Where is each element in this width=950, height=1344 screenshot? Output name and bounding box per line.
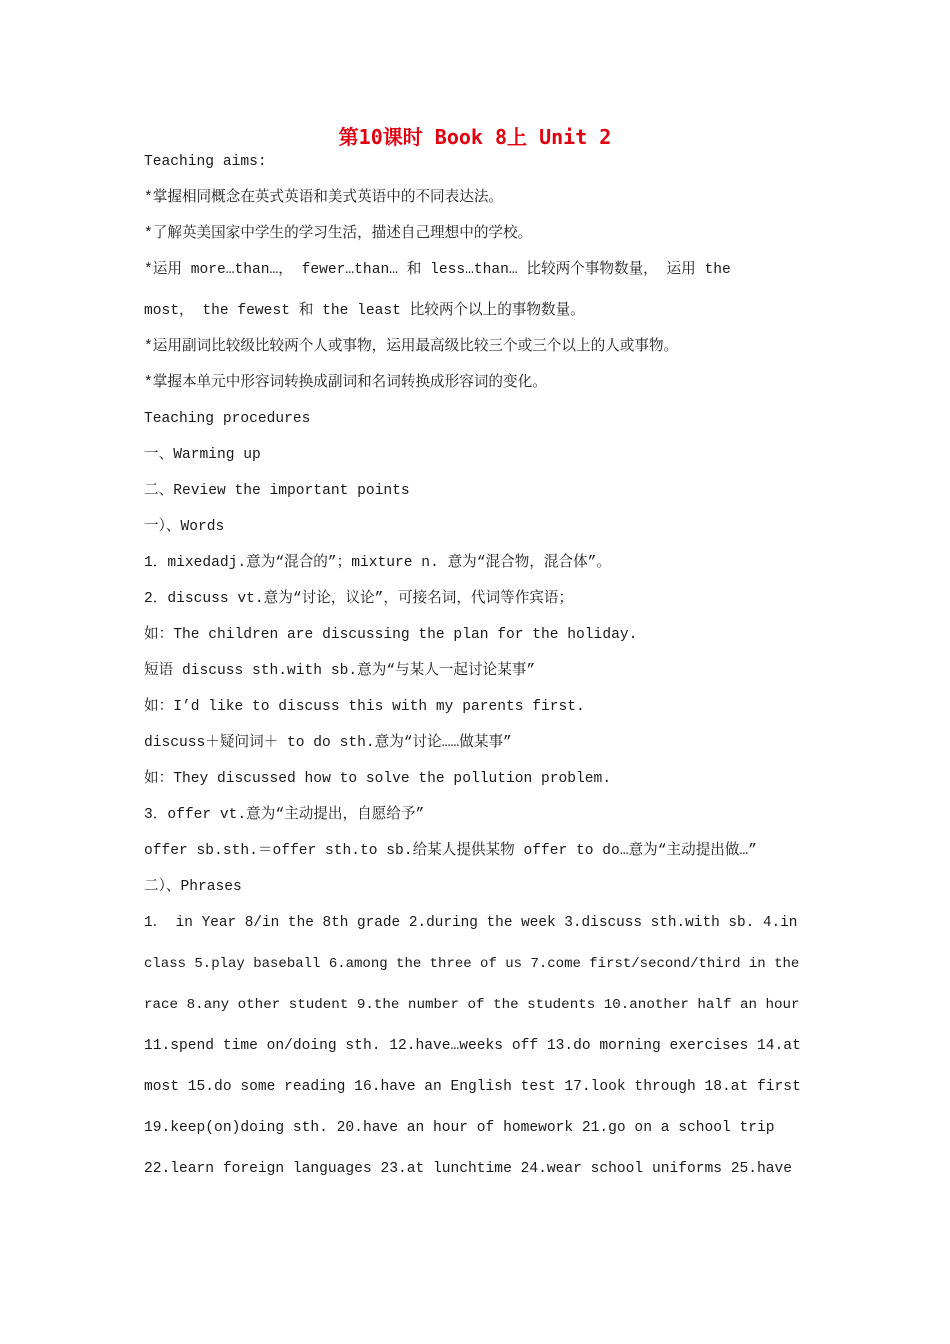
section-heading: 二、Review the important points bbox=[144, 483, 410, 499]
phrase-line: race 8.any other student 9.the number of the students 10.another half an hour bbox=[144, 997, 800, 1013]
subsection-heading: 一）、Words bbox=[144, 519, 225, 535]
text-line: *运用 more…than…， fewer…than… 和 less…than… 比较两个事物数量， 运用 the bbox=[144, 262, 731, 278]
section-heading: Teaching procedures bbox=[144, 411, 311, 427]
phrase-line: most 15.do some reading 16.have an English test 17.look through 18.at first bbox=[144, 1079, 801, 1095]
text-line: discuss＋疑问词＋ to do sth.意为“讨论……做某事” bbox=[144, 735, 512, 751]
example-line: 如：I’d like to discuss this with my parents first. bbox=[144, 699, 585, 715]
subsection-heading: 二）、Phrases bbox=[144, 879, 242, 895]
text-line: *掌握相同概念在英式英语和美式英语中的不同表达法。 bbox=[144, 190, 504, 206]
phrase-line: 1． in Year 8/in the 8th grade 2.during the week 3.discuss sth.with sb. 4.in bbox=[144, 915, 798, 931]
text-line: *掌握本单元中形容词转换成副词和名词转换成形容词的变化。 bbox=[144, 375, 547, 391]
phrase-line: 22.learn foreign languages 23.at lunchtime 24.wear school uniforms 25.have bbox=[144, 1161, 793, 1177]
phrase-line: 19.keep(on)doing sth. 20.have an hour of homework 21.go on a school trip bbox=[144, 1120, 775, 1136]
text-line: *了解英美国家中学生的学习生活，描述自己理想中的学校。 bbox=[144, 226, 533, 242]
page-title: 第10课时 Book 8上 Unit 2 bbox=[338, 125, 612, 149]
text-line: *运用副词比较级比较两个人或事物，运用最高级比较三个或三个以上的人或事物。 bbox=[144, 339, 679, 355]
text-line: 2．discuss vt.意为“讨论，议论”，可接名词，代词等作宾语； bbox=[144, 591, 574, 607]
text-line: 短语 discuss sth.with sb.意为“与某人一起讨论某事” bbox=[144, 663, 536, 679]
document-body bbox=[144, 150, 806, 1198]
text-line: 1．mixedadj.意为“混合的”；mixture n. 意为“混合物，混合体”。 bbox=[144, 555, 612, 571]
text-line: Teaching aims: bbox=[144, 154, 267, 170]
section-heading: 一、Warming up bbox=[144, 447, 261, 463]
example-line: 如：They discussed how to solve the pollution problem. bbox=[144, 771, 612, 787]
phrase-line: 11.spend time on/doing sth. 12.have…weeks off 13.do morning exercises 14.at bbox=[144, 1038, 801, 1054]
phrase-line: class 5.play baseball 6.among the three of us 7.come first/second/third in the bbox=[144, 956, 800, 972]
text-line: most， the fewest 和 the least 比较两个以上的事物数量。 bbox=[144, 303, 585, 319]
example-line: 如：The children are discussing the plan for the holiday. bbox=[144, 627, 638, 643]
text-line: offer sb.sth.＝offer sth.to sb.给某人提供某物 offer to do…意为“主动提出做…” bbox=[144, 843, 758, 859]
text-line: 3．offer vt.意为“主动提出，自愿给予” bbox=[144, 807, 425, 823]
